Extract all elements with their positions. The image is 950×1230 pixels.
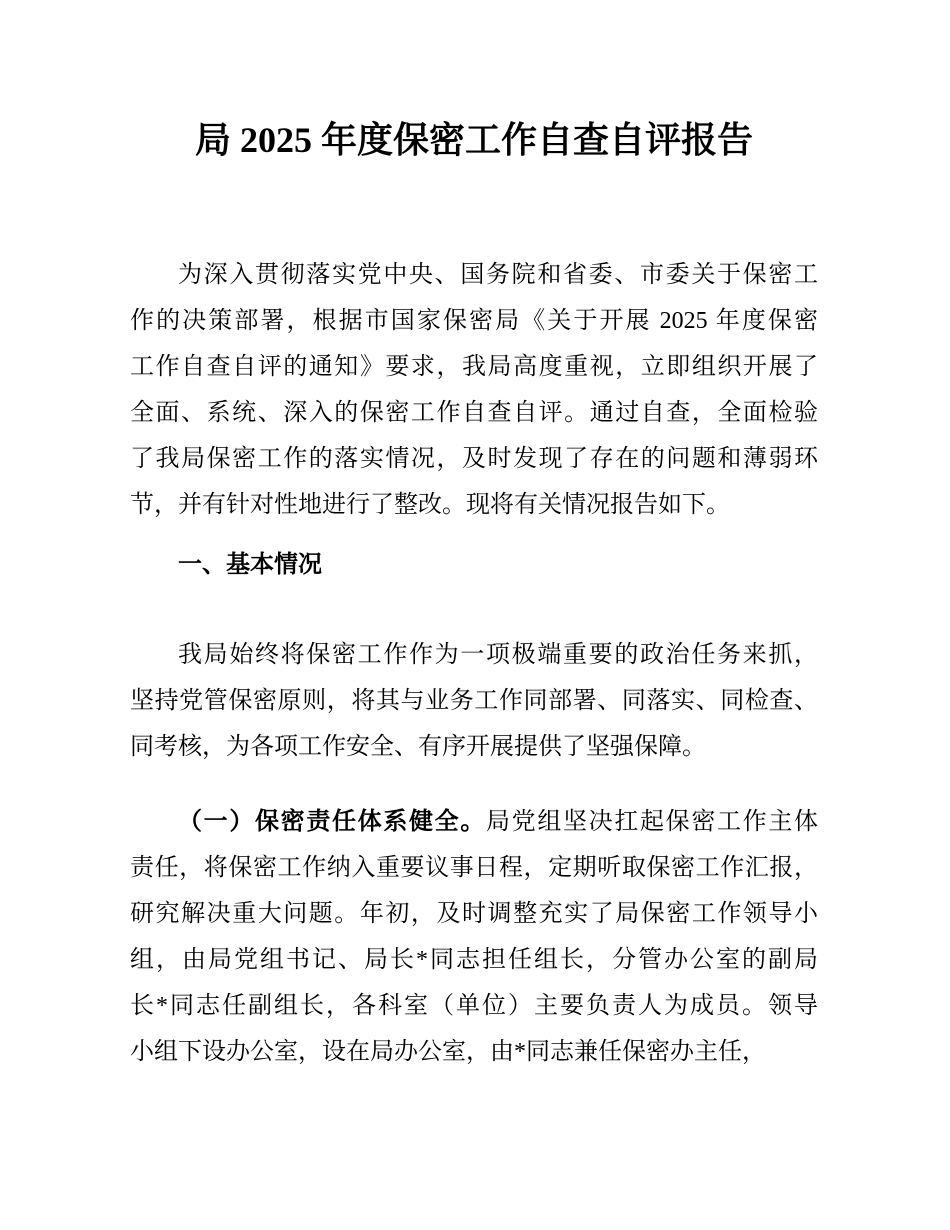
- text-line: 作的决策部署，根据市国家保密局《关于开展 2025 年度保密: [130, 308, 818, 334]
- text-line: 责任，将保密工作纳入重要议事日程，定期听取保密工作汇报，: [130, 855, 818, 881]
- subsection-heading-responsibility: （一）保密责任体系健全。: [178, 808, 486, 835]
- text-line: 研究解决重大问题。年初，及时调整充实了局保密工作领导小: [130, 901, 818, 927]
- text-line: 组，由局党组书记、局长*同志担任组长，分管办公室的副局: [130, 947, 818, 973]
- text-line: 节，并有针对性地进行了整改。现将有关情况报告如下。: [130, 492, 730, 518]
- text-line: 为深入贯彻落实党中央、国务院和省委、市委关于保密工: [178, 262, 818, 288]
- document-title: 局 2025 年度保密工作自查自评报告: [194, 120, 753, 160]
- text-line: 小组下设办公室，设在局办公室，由*同志兼任保密办主任，: [130, 1039, 766, 1065]
- text-line: 工作自查自评的通知》要求，我局高度重视，立即组织开展了: [130, 354, 818, 380]
- text-line: 坚持党管保密原则，将其与业务工作同部署、同落实、同检查、: [130, 688, 818, 714]
- text-run: 局党组坚决扛起保密工作主体: [486, 809, 818, 835]
- section-heading-basic-situation: 一、基本情况: [178, 551, 322, 578]
- subsection-responsibility-paragraph: [130, 799, 818, 1075]
- text-line: 长*同志任副组长，各科室（单位）主要负责人为成员。领导: [130, 993, 818, 1019]
- text-line: 同考核，为各项工作安全、有序开展提供了坚强保障。: [130, 734, 706, 760]
- text-line: [130, 799, 818, 845]
- section1-paragraph: [130, 632, 818, 770]
- text-line: 了我局保密工作的落实情况，及时发现了存在的问题和薄弱环: [130, 446, 818, 472]
- text-line: 全面、系统、深入的保密工作自查自评。通过自查，全面检验: [130, 400, 818, 426]
- intro-paragraph: [130, 252, 818, 528]
- text-line: 我局始终将保密工作作为一项极端重要的政治任务来抓，: [178, 642, 818, 668]
